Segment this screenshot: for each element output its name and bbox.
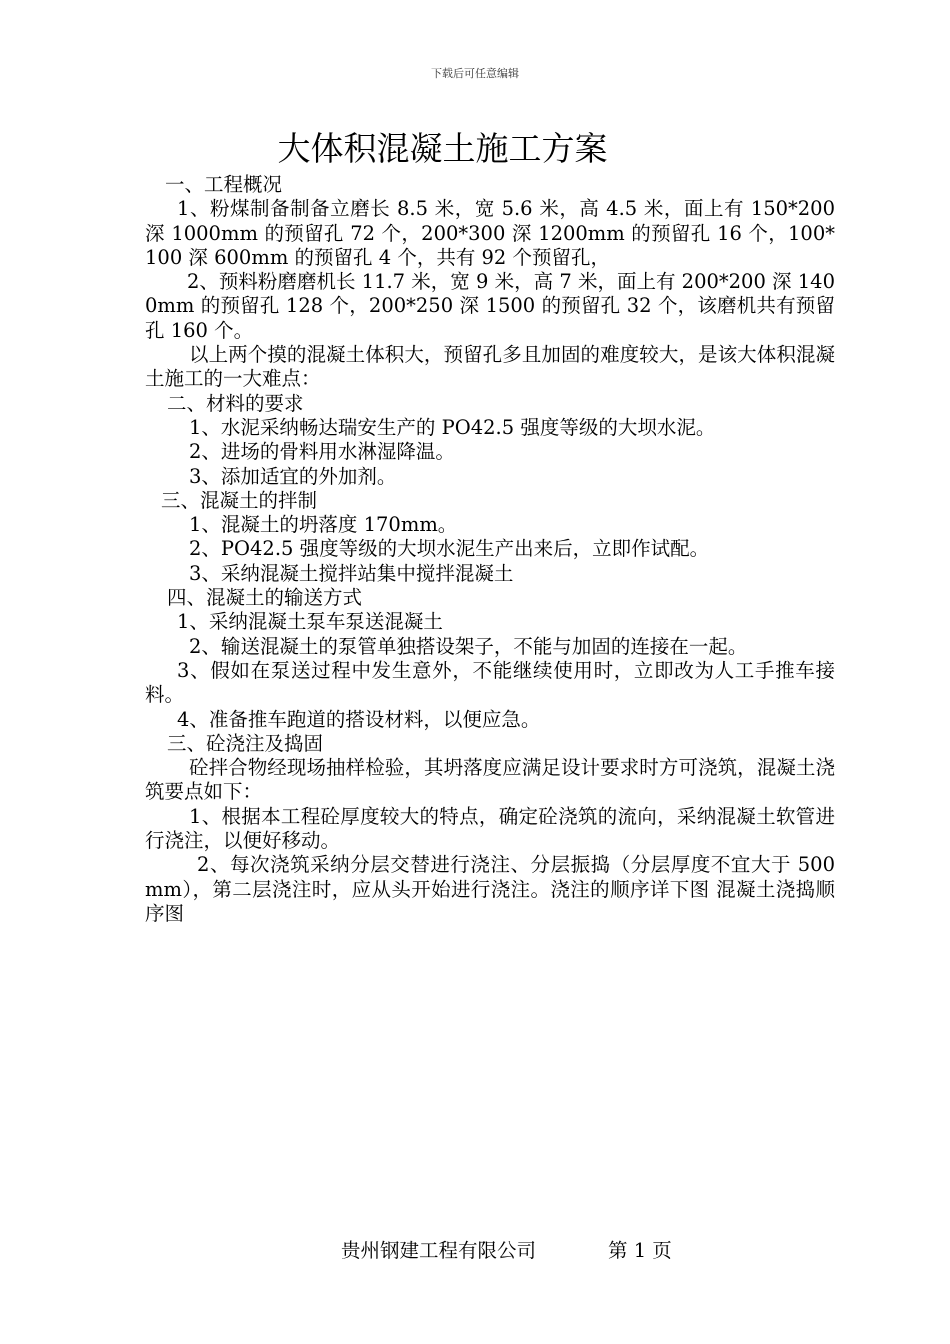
paragraph: 以上两个摸的混凝土体积大，预留孔多且加固的难度较大，是该大体积混凝土施工的一大难点：: [145, 343, 835, 391]
paragraph: 一、工程概况: [165, 173, 283, 196]
section-heading: 三、混凝土的拌制: [161, 488, 318, 512]
paragraph: 1、水泥采纳畅达瑞安生产的 PO42.5 强度等级的大坝水泥。: [189, 415, 716, 439]
section-heading: 四、混凝土的输送方式: [167, 586, 363, 610]
section-heading: 二、材料的要求: [167, 391, 304, 415]
paragraph: 2、每次浇筑采纳分层交替进行浇注、分层振捣（分层厚度不宜大于 500mm），第二层浇注时，应从头开始进行浇注。浇注的顺序详下图 混凝土浇捣顺序图: [145, 853, 835, 925]
paragraph: 1、根据本工程砼厚度较大的特点，确定砼浇筑的流向，采纳混凝土软管进行浇注，以便好移动。: [145, 804, 835, 853]
paragraph: 1、混凝土的坍落度 170mm。: [189, 513, 458, 537]
paragraph: 砼拌合物经现场抽样检验，其坍落度应满足设计要求时方可浇筑，混凝土浇筑要点如下：: [145, 756, 835, 804]
section-heading: 三、砼浇注及捣固: [167, 731, 324, 755]
paragraph: 1、粉煤制备制备立磨长 8.5 米，宽 5.6 米，高 4.5 米，面上有 150*200 深 1000mm 的预留孔 72 个，200*300 深 1200mm 的预留孔 16 个，100*100 深 600mm 的预留孔 4 个，共有 92 个预留孔，: [145, 197, 835, 269]
footer-company: 贵州钢建工程有限公司: [341, 1239, 537, 1262]
paragraph: 2、预料粉磨磨机长 11.7 米，宽 9 米，高 7 米，面上有 200*200 深 1400mm 的预留孔 128 个，200*250 深 1500 的预留孔 32 个，该磨机共有预留孔 160 个。: [145, 270, 835, 342]
paragraph: 4、准备推车跑道的搭设材料，以便应急。: [177, 707, 541, 731]
paragraph: 2、输送混凝土的泵管单独搭设架子，不能与加固的连接在一起。: [189, 634, 748, 658]
paragraph: 3、采纳混凝土搅拌站集中搅拌混凝土: [189, 561, 514, 585]
paragraph: 2、PO42.5 强度等级的大坝水泥生产出来后，立即作试配。: [189, 537, 710, 561]
paragraph: 3、假如在泵送过程中发生意外，不能继续使用时，立即改为人工手推车接料。: [145, 658, 835, 707]
paragraph: 1、采纳混凝土泵车泵送混凝土: [177, 610, 443, 634]
header-note: 下载后可任意编辑: [431, 67, 519, 80]
document-title: 大体积混凝土施工方案: [277, 129, 608, 168]
paragraph: 3、添加适宜的外加剂。: [189, 464, 397, 488]
paragraph: 2、进场的骨料用水淋湿降温。: [189, 440, 455, 464]
document-body: [145, 173, 835, 926]
footer-page-number: 第 1 页: [608, 1239, 672, 1262]
